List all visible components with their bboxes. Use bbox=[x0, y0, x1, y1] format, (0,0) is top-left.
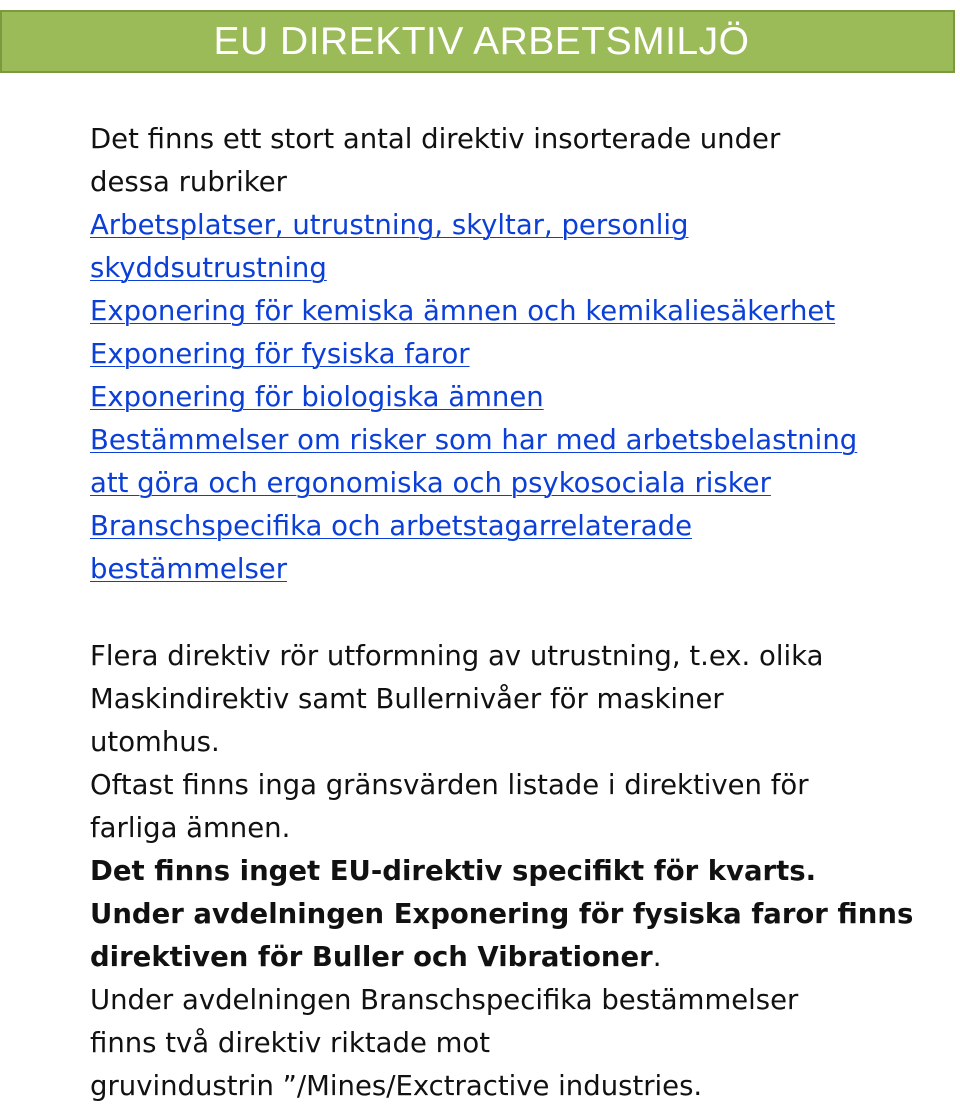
link-text[interactable]: Exponering för biologiska ämnen bbox=[90, 381, 544, 413]
link-branschspecifika[interactable] bbox=[90, 505, 950, 591]
link-kemiska-amnen[interactable] bbox=[90, 290, 950, 333]
intro-line: dessa rubriker bbox=[90, 166, 287, 198]
paragraph-fysiska-faror bbox=[90, 893, 950, 979]
link-text[interactable]: att göra och ergonomiska och psykosociala risker bbox=[90, 467, 771, 499]
paragraph-line: Under avdelningen Branschspecifika bestämmelser bbox=[90, 984, 799, 1016]
link-text[interactable]: Exponering för kemiska ämnen och kemikaliesäkerhet bbox=[90, 295, 836, 327]
paragraph-line-suffix: . bbox=[652, 941, 662, 973]
link-biologiska-amnen[interactable] bbox=[90, 376, 950, 419]
paragraph-line bbox=[90, 936, 950, 979]
paragraph-line: Oftast finns inga gränsvärden listade i direktiven för bbox=[90, 769, 809, 801]
link-text[interactable]: Arbetsplatser, utrustning, skyltar, personlig bbox=[90, 209, 689, 241]
paragraph-line: Under avdelningen Exponering för fysiska faror finns bbox=[90, 898, 914, 930]
intro-line: Det finns ett stort antal direktiv insorterade under bbox=[90, 123, 781, 155]
paragraph-line: finns två direktiv riktade mot bbox=[90, 1027, 490, 1059]
link-text[interactable]: Branschspecifika och arbetstagarrelaterade bbox=[90, 510, 693, 542]
paragraph-line: utomhus. bbox=[90, 726, 220, 758]
paragraph-gransvarden bbox=[90, 764, 950, 850]
page-title: EU DIREKTIV ARBETSMILJÖ bbox=[213, 19, 750, 63]
paragraph-utrustning bbox=[90, 635, 950, 764]
paragraph-branschspecifika bbox=[90, 979, 950, 1108]
paragraph-line: gruvindustrin ”/Mines/Exctractive industries. bbox=[90, 1070, 703, 1102]
paragraph-line: Flera direktiv rör utformning av utrustning, t.ex. olika bbox=[90, 640, 824, 672]
link-text[interactable]: skyddsutrustning bbox=[90, 252, 327, 284]
paragraph-kvarts: Det finns inget EU-direktiv specifikt för kvarts. bbox=[90, 855, 817, 887]
link-arbetsbelastning[interactable] bbox=[90, 419, 950, 505]
link-fysiska-faror[interactable] bbox=[90, 333, 950, 376]
link-text[interactable]: Bestämmelser om risker som har med arbetsbelastning bbox=[90, 424, 858, 456]
link-arbetsplatser[interactable] bbox=[90, 204, 950, 290]
paragraph-line: Maskindirektiv samt Bullernivåer för maskiner bbox=[90, 683, 724, 715]
link-text[interactable]: bestämmelser bbox=[90, 553, 288, 585]
paragraph-line-bold: direktiven för Buller och Vibrationer bbox=[90, 941, 653, 973]
link-text[interactable]: Exponering för fysiska faror bbox=[90, 338, 470, 370]
spacer bbox=[90, 591, 950, 635]
paragraph-line: farliga ämnen. bbox=[90, 812, 291, 844]
content-body bbox=[90, 118, 950, 1108]
title-bar bbox=[0, 10, 955, 73]
